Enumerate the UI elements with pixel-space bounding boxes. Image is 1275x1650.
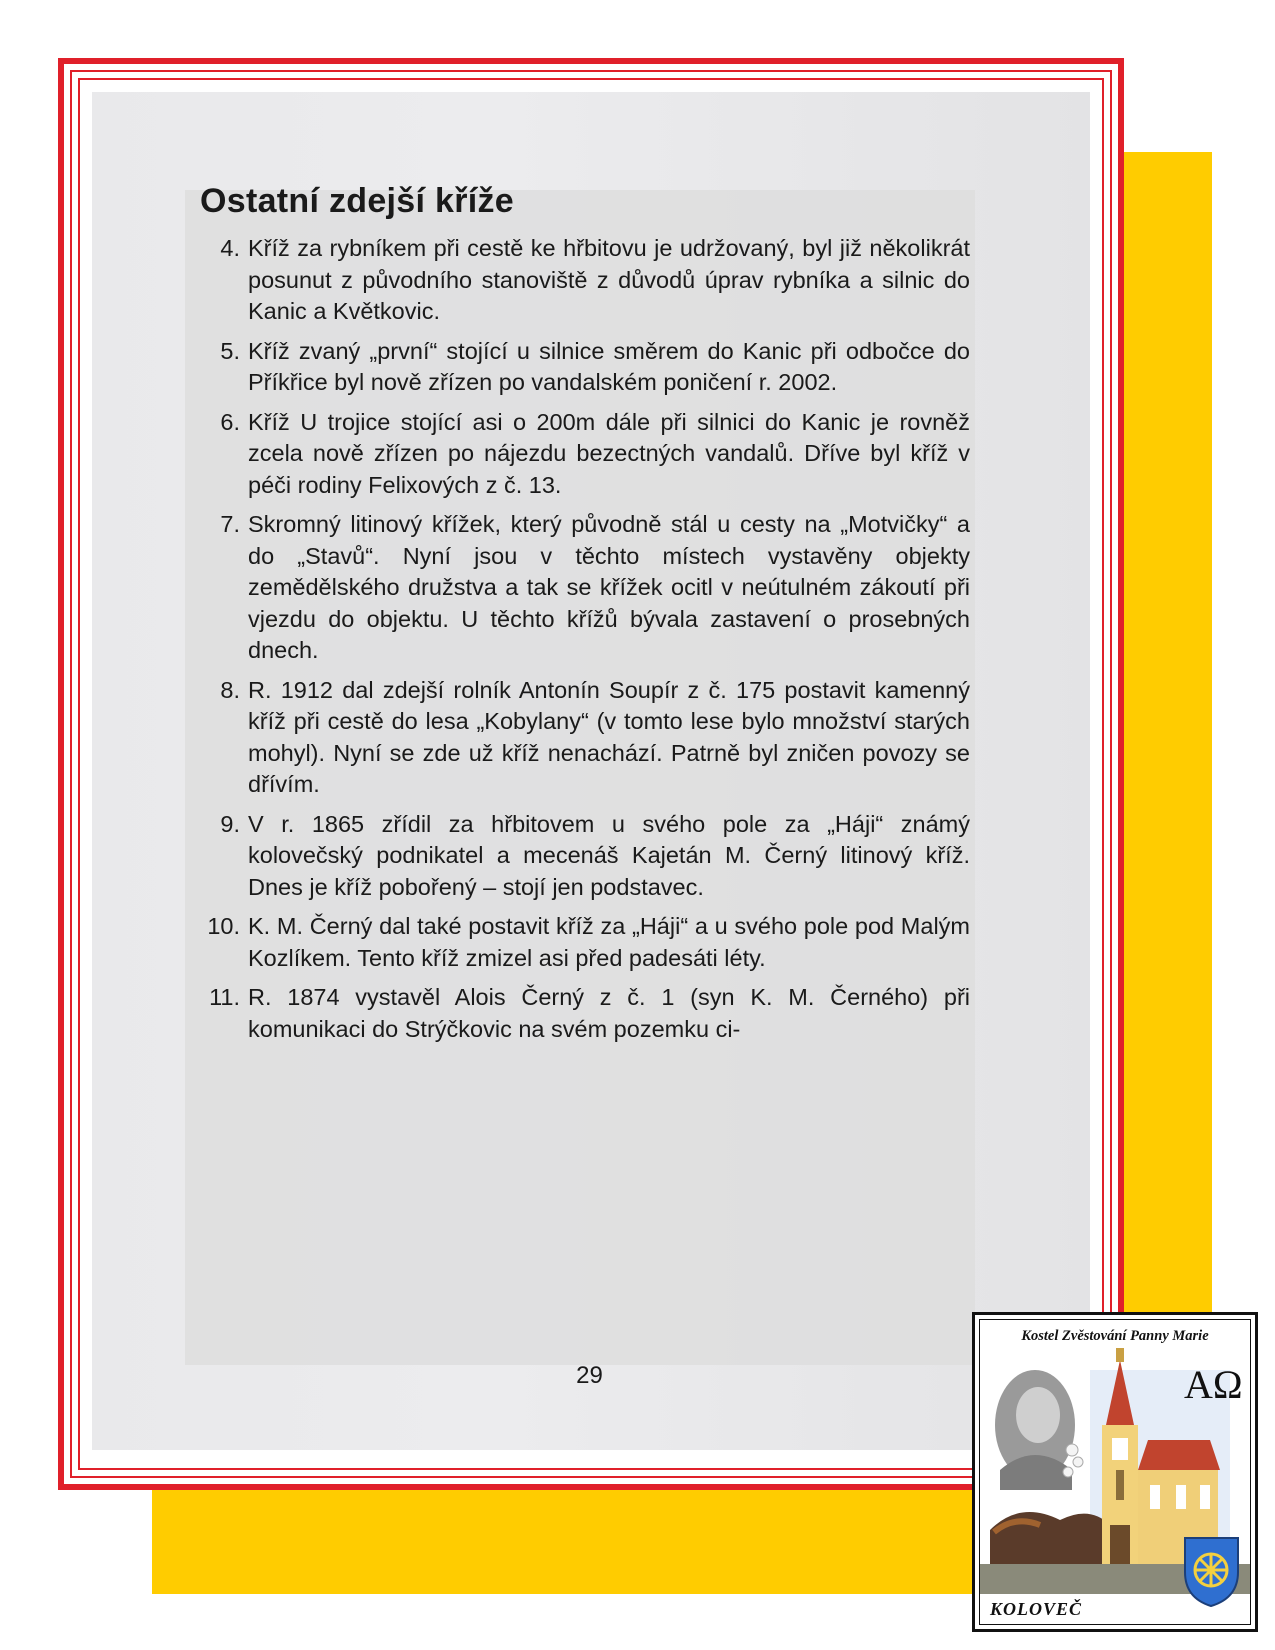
item-text: Kříž za rybníkem při cestě ke hřbitovu je udržovaný, byl již několikrát posunut z původního stanoviště z důvodů úprav rybníka a silnic do Kanic a Květkovic. (248, 235, 970, 324)
item-number: 11. (209, 984, 240, 1010)
church-illustration (980, 1320, 1251, 1625)
item-number: 10. (207, 913, 240, 939)
item-number: 9. (220, 810, 240, 837)
item-number: 8. (220, 676, 240, 703)
item-text: K. M. Černý dal také postavit kříž za „Háji“ a u svého pole pod Malým Kozlíkem. Tento kříž zmizel asi před padesáti léty. (248, 913, 970, 971)
list-item (200, 911, 970, 974)
item-number: 4. (220, 235, 240, 261)
parish-logo (972, 1312, 1258, 1632)
item-text: R. 1874 vystavěl Alois Černý z č. 1 (syn K. M. Černého) při komunikaci do Strýčkovic na svém pozemku ci- (248, 984, 970, 1042)
list-item (200, 407, 970, 502)
page-number: 29 (576, 1362, 603, 1389)
list-item (200, 675, 970, 801)
item-text: Skromný litinový křížek, který původně stál u cesty na „Motvičky“ a do „Stavů“. Nyní jsou v těchto místech vystavěny objekty zemědělského družstva a tak se křížek ocitl v neútulném zákoutí při vjezdu do objektu. U těchto křížů bývala zastavení o prosebných dnech. (248, 511, 970, 663)
item-text: Kříž U trojice stojící asi o 200m dále při silnici do Kanic je rovněž zcela nově zřízen po nájezdu bezectných vandalů. Dříve byl kříž v péči rodiny Felixových z č. 13. (248, 408, 970, 498)
list-item (200, 336, 970, 399)
alpha-omega-symbol: AΩ (1184, 1362, 1243, 1407)
list-item (200, 233, 970, 328)
list-item (200, 509, 970, 667)
cross-list (200, 233, 970, 1045)
list-item (200, 809, 970, 904)
logo-place-name: KOLOVEČ (990, 1599, 1083, 1619)
item-number: 5. (220, 337, 240, 364)
logo-title: Kostel Zvěstování Panny Marie (1021, 1328, 1209, 1344)
page-title: Ostatní zdejší kříže (200, 182, 514, 220)
item-number: 6. (220, 408, 240, 435)
item-text: V r. 1865 zřídil za hřbitovem u svého pole za „Háji“ známý kolovečský podnikatel a mecenáš Kajetán M. Černý litinový kříž. Dnes je kříž pobořený – stojí jen podstavec. (248, 810, 970, 900)
item-number: 7. (220, 511, 240, 537)
list-item (200, 982, 970, 1045)
item-text: Kříž zvaný „první“ stojící u silnice směrem do Kanic při odbočce do Příkřice byl nově zřízen po vandalském poničení r. 2002. (248, 337, 970, 395)
page-content (200, 182, 970, 1053)
coat-of-arms-icon (1185, 1538, 1238, 1606)
item-text: R. 1912 dal zdejší rolník Antonín Soupír z č. 175 postavit kamenný kříž při cestě do lesa „Kobylany“ (v tomto lese bylo množství starých mohyl). Nyní se zde už kříž nenachází. Patrně byl zničen povozy se dřívím. (248, 676, 970, 797)
